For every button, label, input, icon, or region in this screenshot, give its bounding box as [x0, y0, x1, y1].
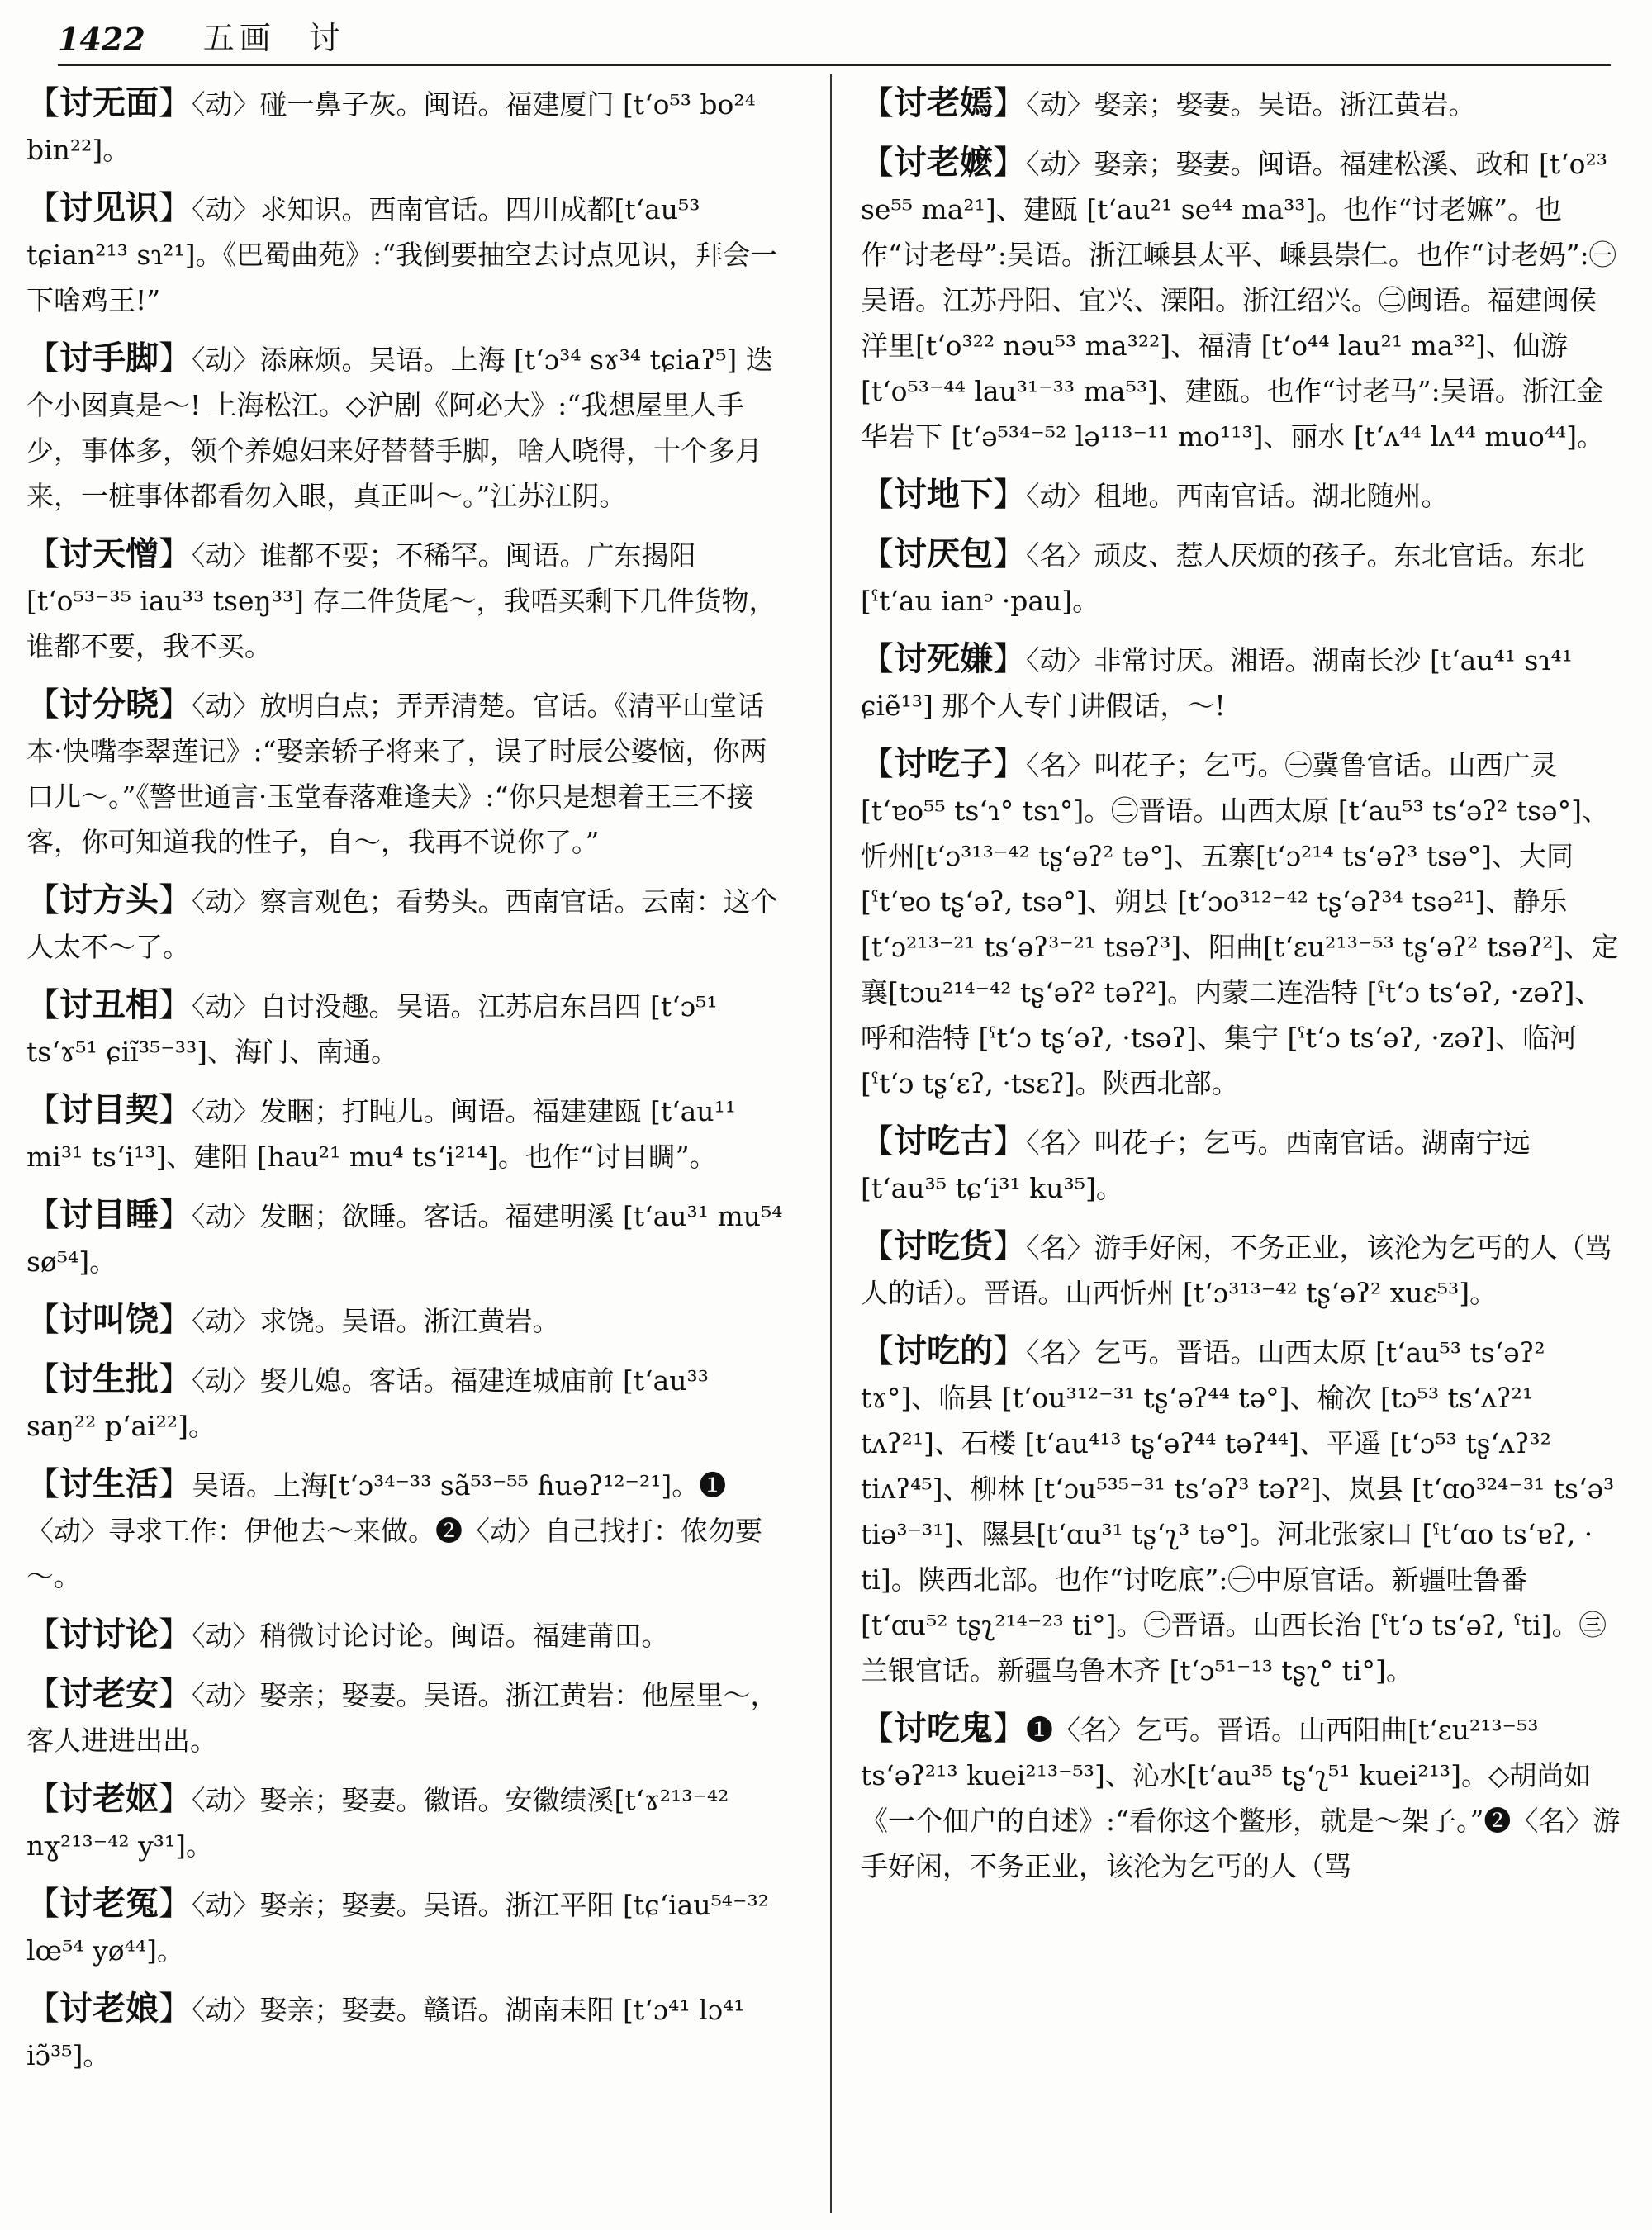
entry-headword: 【 讨吃古 】	[861, 1122, 1026, 1160]
entry-definition: 〈动〉添麻烦。吴语。上海 [t‘ɔ³⁴ sɤ³⁴ tɕiaʔ⁵] 迭个小囡真是～! 上海松江。◇沪剧《阿必大》:“我想屋里人手少，事体多，领个养媳妇来好替替手脚，啥人晓得，十个多月来，一桩事体都看勿入眼，真正叫～。”江苏江阴。	[26, 344, 773, 512]
entry-headword: 【 讨死嫌 】	[861, 640, 1026, 678]
left-column	[26, 81, 786, 2091]
entry-definition: 〈动〉娶亲；娶妻。吴语。浙江黄岩。	[1026, 88, 1476, 121]
head-character: 讨	[308, 20, 340, 56]
dictionary-entry	[26, 1986, 786, 2078]
dictionary-entry	[26, 1462, 786, 1599]
entry-definition: 〈名〉叫花子；乞丐。㊀冀鲁官话。山西广灵 [t‘ɐo⁵⁵ ts‘ɿ° tsɿ°]。㊁晋语。山西太原 [t‘au⁵³ ts‘əʔ² tsə°]、忻州[t‘ɔ³¹³⁻⁴² tʂ‘əʔ² tə°]、五寨[t‘ɔ²¹⁴ ts‘əʔ³ tsə°]、大同 [ˤt‘ɐo tʂ‘əʔ, tsə°]、朔县 [t‘ɔo³¹²⁻⁴² tʂ‘əʔ³⁴ tsə²¹]、静乐 [t‘ɔ²¹³⁻²¹ ts‘əʔ³⁻²¹ tsəʔ³]、阳曲[t‘ɛu²¹³⁻⁵³ tʂ‘əʔ² tsəʔ²]、定襄[tɔu²¹⁴⁻⁴² tʂ‘əʔ² təʔ²]。内蒙二连浩特 [ˤt‘ɔ ts‘əʔ, ·zəʔ]、呼和浩特 [ˤt‘ɔ tʂ‘əʔ, ·tsəʔ]、集宁 [ˤt‘ɔ ts‘əʔ, ·zəʔ]、临河 [ˤt‘ɔ tʂ‘ɛʔ, ·tsɛʔ]。陕西北部。	[861, 749, 1619, 1099]
page-header	[58, 18, 1611, 66]
entry-definition: ❶〈名〉乞丐。晋语。山西阳曲[t‘ɛu²¹³⁻⁵³ ts‘əʔ²¹³ kuei²¹³⁻⁵³]、沁水[t‘au³⁵ tʂ‘ʅ⁵¹ kuei²¹³]。◇胡尚如《一个佃户的自述》:“看你这个鳖形，就是～架子。”❷〈名〉游手好闲，不务正业，该沦为乞丐的人（骂	[861, 1714, 1621, 1882]
dictionary-entry	[861, 1329, 1621, 1693]
dictionary-entry	[26, 532, 786, 669]
entry-headword: 【 讨天憎 】	[26, 535, 192, 573]
entry-headword: 【 讨吃鬼 】	[861, 1710, 1026, 1748]
entry-headword: 【 讨老妪 】	[26, 1780, 192, 1818]
dictionary-entry	[26, 1193, 786, 1284]
dictionary-entry	[861, 637, 1621, 728]
entry-definition: 〈名〉叫花子；乞丐。西南官话。湖南宁远 [t‘au³⁵ tɕ‘i³¹ ku³⁵]。	[861, 1127, 1531, 1204]
dictionary-entry	[26, 1357, 786, 1449]
entry-headword: 【 讨叫饶 】	[26, 1301, 192, 1339]
dictionary-entry	[861, 1119, 1621, 1211]
entry-headword: 【 讨无面 】	[26, 84, 192, 122]
entry-headword: 【 讨吃的 】	[861, 1332, 1026, 1370]
dictionary-entry	[26, 81, 786, 173]
entry-headword: 【 讨分晓 】	[26, 686, 192, 724]
dictionary-entry	[26, 336, 786, 519]
entry-definition: 〈名〉乞丐。晋语。山西太原 [t‘au⁵³ ts‘əʔ² tɤ°]、临县 [t‘ou³¹²⁻³¹ tʂ‘əʔ⁴⁴ tə°]、榆次 [tɔ⁵³ ts‘ʌʔ²¹ tʌʔ²¹]、石楼 [t‘au⁴¹³ tʂ‘əʔ⁴⁴ təʔ⁴⁴]、平遥 [t‘ɔ⁵³ tʂ‘ʌʔ³² tiʌʔ⁴⁵]、柳林 [t‘ɔu⁵³⁵⁻³¹ ts‘əʔ³ təʔ²]、岚县 [t‘ɑo³²⁴⁻³¹ ts‘ə³ tiə³⁻³¹]、隰县[t‘ɑu³¹ tʂ‘ʅ³ tə°]。河北张家口 [ˤt‘ɑo ts‘ɐʔ, · ti]。陕西北部。也作“讨吃底”:㊀中原官话。新疆吐鲁番 [t‘ɑu⁵² tʂʅ²¹⁴⁻²³ ti°]。㊁晋语。山西长治 [ˤt‘ɔ ts‘əʔ, ˤti]。㊂兰银官话。新疆乌鲁木齐 [t‘ɔ⁵¹⁻¹³ tʂʅ° ti°]。	[861, 1336, 1615, 1687]
entry-definition: 〈动〉放明白点；弄弄清楚。官话。《清平山堂话本·快嘴李翠莲记》:“娶亲轿子将来了，误了时辰公婆恼，你两口儿～。”《警世通言·玉堂春落难逢夫》:“你只是想着王三不接客，你可知道我的性子，自～，我再不说你了。”	[26, 690, 767, 858]
dictionary-entry	[26, 1298, 786, 1344]
entry-headword: 【 讨生活 】	[26, 1465, 192, 1503]
entry-headword: 【 讨方头 】	[26, 881, 192, 919]
dictionary-entry	[26, 983, 786, 1075]
entry-headword: 【 讨目契 】	[26, 1091, 192, 1129]
entry-definition: 〈动〉娶亲；娶妻。赣语。湖南耒阳 [t‘ɔ⁴¹ lɔ⁴¹ iɔ̃³⁵]。	[26, 1994, 745, 2071]
entry-headword: 【 讨地下 】	[861, 476, 1026, 514]
dictionary-entry	[861, 1224, 1621, 1316]
entry-definition: 〈动〉碰一鼻子灰。闽语。福建厦门 [t‘o⁵³ bo²⁴ bin²²]。	[26, 88, 756, 166]
entry-headword: 【 讨见识 】	[26, 189, 192, 227]
dictionary-entry	[26, 1612, 786, 1658]
column-divider	[830, 74, 832, 2213]
right-column	[861, 81, 1621, 1902]
entry-headword: 【 讨老嫣 】	[861, 84, 1026, 122]
page-number: 1422	[58, 21, 145, 58]
entry-definition: 〈动〉发睏；欲睡。客话。福建明溪 [t‘au³¹ mu⁵⁴ sø⁵⁴]。	[26, 1200, 783, 1278]
entry-definition: 〈动〉娶亲；娶妻。吴语。浙江平阳 [tɕ‘iau⁵⁴⁻³² lœ⁵⁴ yø⁴⁴]。	[26, 1889, 769, 1967]
entry-headword: 【 讨生批 】	[26, 1360, 192, 1398]
dictionary-entry	[26, 1777, 786, 1868]
entry-headword: 【 讨讨论 】	[26, 1616, 192, 1654]
entry-definition: 〈动〉求知识。西南官话。四川成都[t‘au⁵³ tɕian²¹³ sɿ²¹]。《巴蜀曲苑》:“我倒要抽空去讨点见识，拜会一下啥鸡王!”	[26, 193, 778, 316]
dictionary-entry	[26, 878, 786, 970]
dictionary-entry	[26, 682, 786, 865]
entry-headword: 【 讨老安 】	[26, 1675, 192, 1713]
entry-definition: 〈动〉察言观色；看势头。西南官话。云南：这个人太不～了。	[26, 885, 778, 963]
entry-headword: 【 讨老冤 】	[26, 1885, 192, 1923]
entry-definition: 〈动〉娶儿媳。客话。福建连城庙前 [t‘au³³ saŋ²² p‘ai²²]。	[26, 1364, 710, 1442]
entry-headword: 【 讨吃子 】	[861, 745, 1026, 783]
entry-definition: 〈动〉娶亲；娶妻。闽语。福建松溪、政和 [t‘o²³ se⁵⁵ ma²¹]、建瓯 [t‘au²¹ se⁴⁴ ma³³]。也作“讨老嫲”。也作“讨老母”:吴语。浙江嵊县太平、嵊县崇仁。也作“讨老妈”:㊀吴语。江苏丹阳、宜兴、溧阳。浙江绍兴。㊁闽语。福建闽侯洋里[t‘o³²² nəu⁵³ ma³²²]、福清 [t‘o⁴⁴ lau²¹ ma³²]、仙游 [t‘o⁵³⁻⁴⁴ lau³¹⁻³³ ma⁵³]、建瓯。也作“讨老马”:吴语。浙江金华岩下 [t‘ə⁵³⁴⁻⁵² lə¹¹³⁻¹¹ mo¹¹³]、丽水 [t‘ʌ⁴⁴ lʌ⁴⁴ muo⁴⁴]。	[861, 148, 1616, 453]
entry-definition: 〈名〉顽皮、惹人厌烦的孩子。东北官话。东北 [ˤt‘au ianᵓ ·pau]。	[861, 539, 1585, 617]
entry-definition: 〈动〉谁都不要；不稀罕。闽语。广东揭阳 [t‘o⁵³⁻³⁵ iau³³ tseŋ³³] 存二件货尾～，我唔买剩下几件货物，谁都不要，我不买。	[26, 539, 776, 662]
dictionary-entry	[26, 186, 786, 323]
entry-definition: 〈动〉稍微讨论讨论。闽语。福建莆田。	[192, 1620, 669, 1652]
dictionary-entry	[861, 81, 1621, 127]
entry-definition: 〈动〉娶亲；娶妻。吴语。浙江黄岩：他屋里～，客人进进出出。	[26, 1679, 778, 1757]
entry-headword: 【 讨老嬷 】	[861, 144, 1026, 182]
entry-definition: 〈动〉租地。西南官话。湖北随州。	[1026, 480, 1449, 512]
entry-definition: 〈动〉发睏；打盹儿。闽语。福建建瓯 [t‘au¹¹ mi³¹ ts‘i¹³]、建阳 [hau²¹ mu⁴ ts‘i²¹⁴]。也作“讨目睭”。	[26, 1095, 737, 1173]
entry-definition: 〈动〉自讨没趣。吴语。江苏启东吕四 [t‘ɔ⁵¹ ts‘ɤ⁵¹ ɕiĩ³⁵⁻³³]、海门、南通。	[26, 990, 718, 1068]
dictionary-entry	[861, 472, 1621, 519]
entry-headword: 【 讨目睡 】	[26, 1196, 192, 1234]
entry-headword: 【 讨吃货 】	[861, 1227, 1026, 1265]
entry-headword: 【 讨厌包 】	[861, 535, 1026, 573]
dictionary-entry	[26, 1672, 786, 1763]
entry-definition: 〈名〉游手好闲，不务正业，该沦为乞丐的人（骂人的话）。晋语。山西忻州 [t‘ɔ³¹³⁻⁴² tʂ‘əʔ² xuɛ⁵³]。	[861, 1231, 1612, 1309]
dictionary-entry	[26, 1088, 786, 1179]
dictionary-entry	[26, 1881, 786, 1973]
entry-definition: 〈动〉非常讨厌。湘语。湖南长沙 [t‘au⁴¹ sɿ⁴¹ ɕiẽ¹³] 那个人专门讲假话，～!	[861, 644, 1573, 722]
dictionary-entry	[861, 140, 1621, 459]
dictionary-entry	[861, 532, 1621, 624]
entry-definition: 吴语。上海[t‘ɔ³⁴⁻³³ sã⁵³⁻⁵⁵ ɦuəʔ¹²⁻²¹]。❶〈动〉寻求工作：伊他去～来做。❷〈动〉自己找打：侬勿要～。	[26, 1469, 762, 1592]
stroke-section: 五画	[202, 20, 276, 56]
entry-headword: 【 讨手脚 】	[26, 339, 192, 377]
entry-headword: 【 讨老娘 】	[26, 1990, 192, 2028]
dictionary-entry	[861, 742, 1621, 1106]
entry-headword: 【 讨丑相 】	[26, 986, 192, 1024]
dictionary-entry	[861, 1706, 1621, 1889]
entry-definition: 〈动〉求饶。吴语。浙江黄岩。	[192, 1305, 560, 1337]
entry-definition: 〈动〉娶亲；娶妻。徽语。安徽绩溪[t‘ɤ²¹³⁻⁴² nɣ²¹³⁻⁴² y³¹]。	[26, 1784, 729, 1862]
